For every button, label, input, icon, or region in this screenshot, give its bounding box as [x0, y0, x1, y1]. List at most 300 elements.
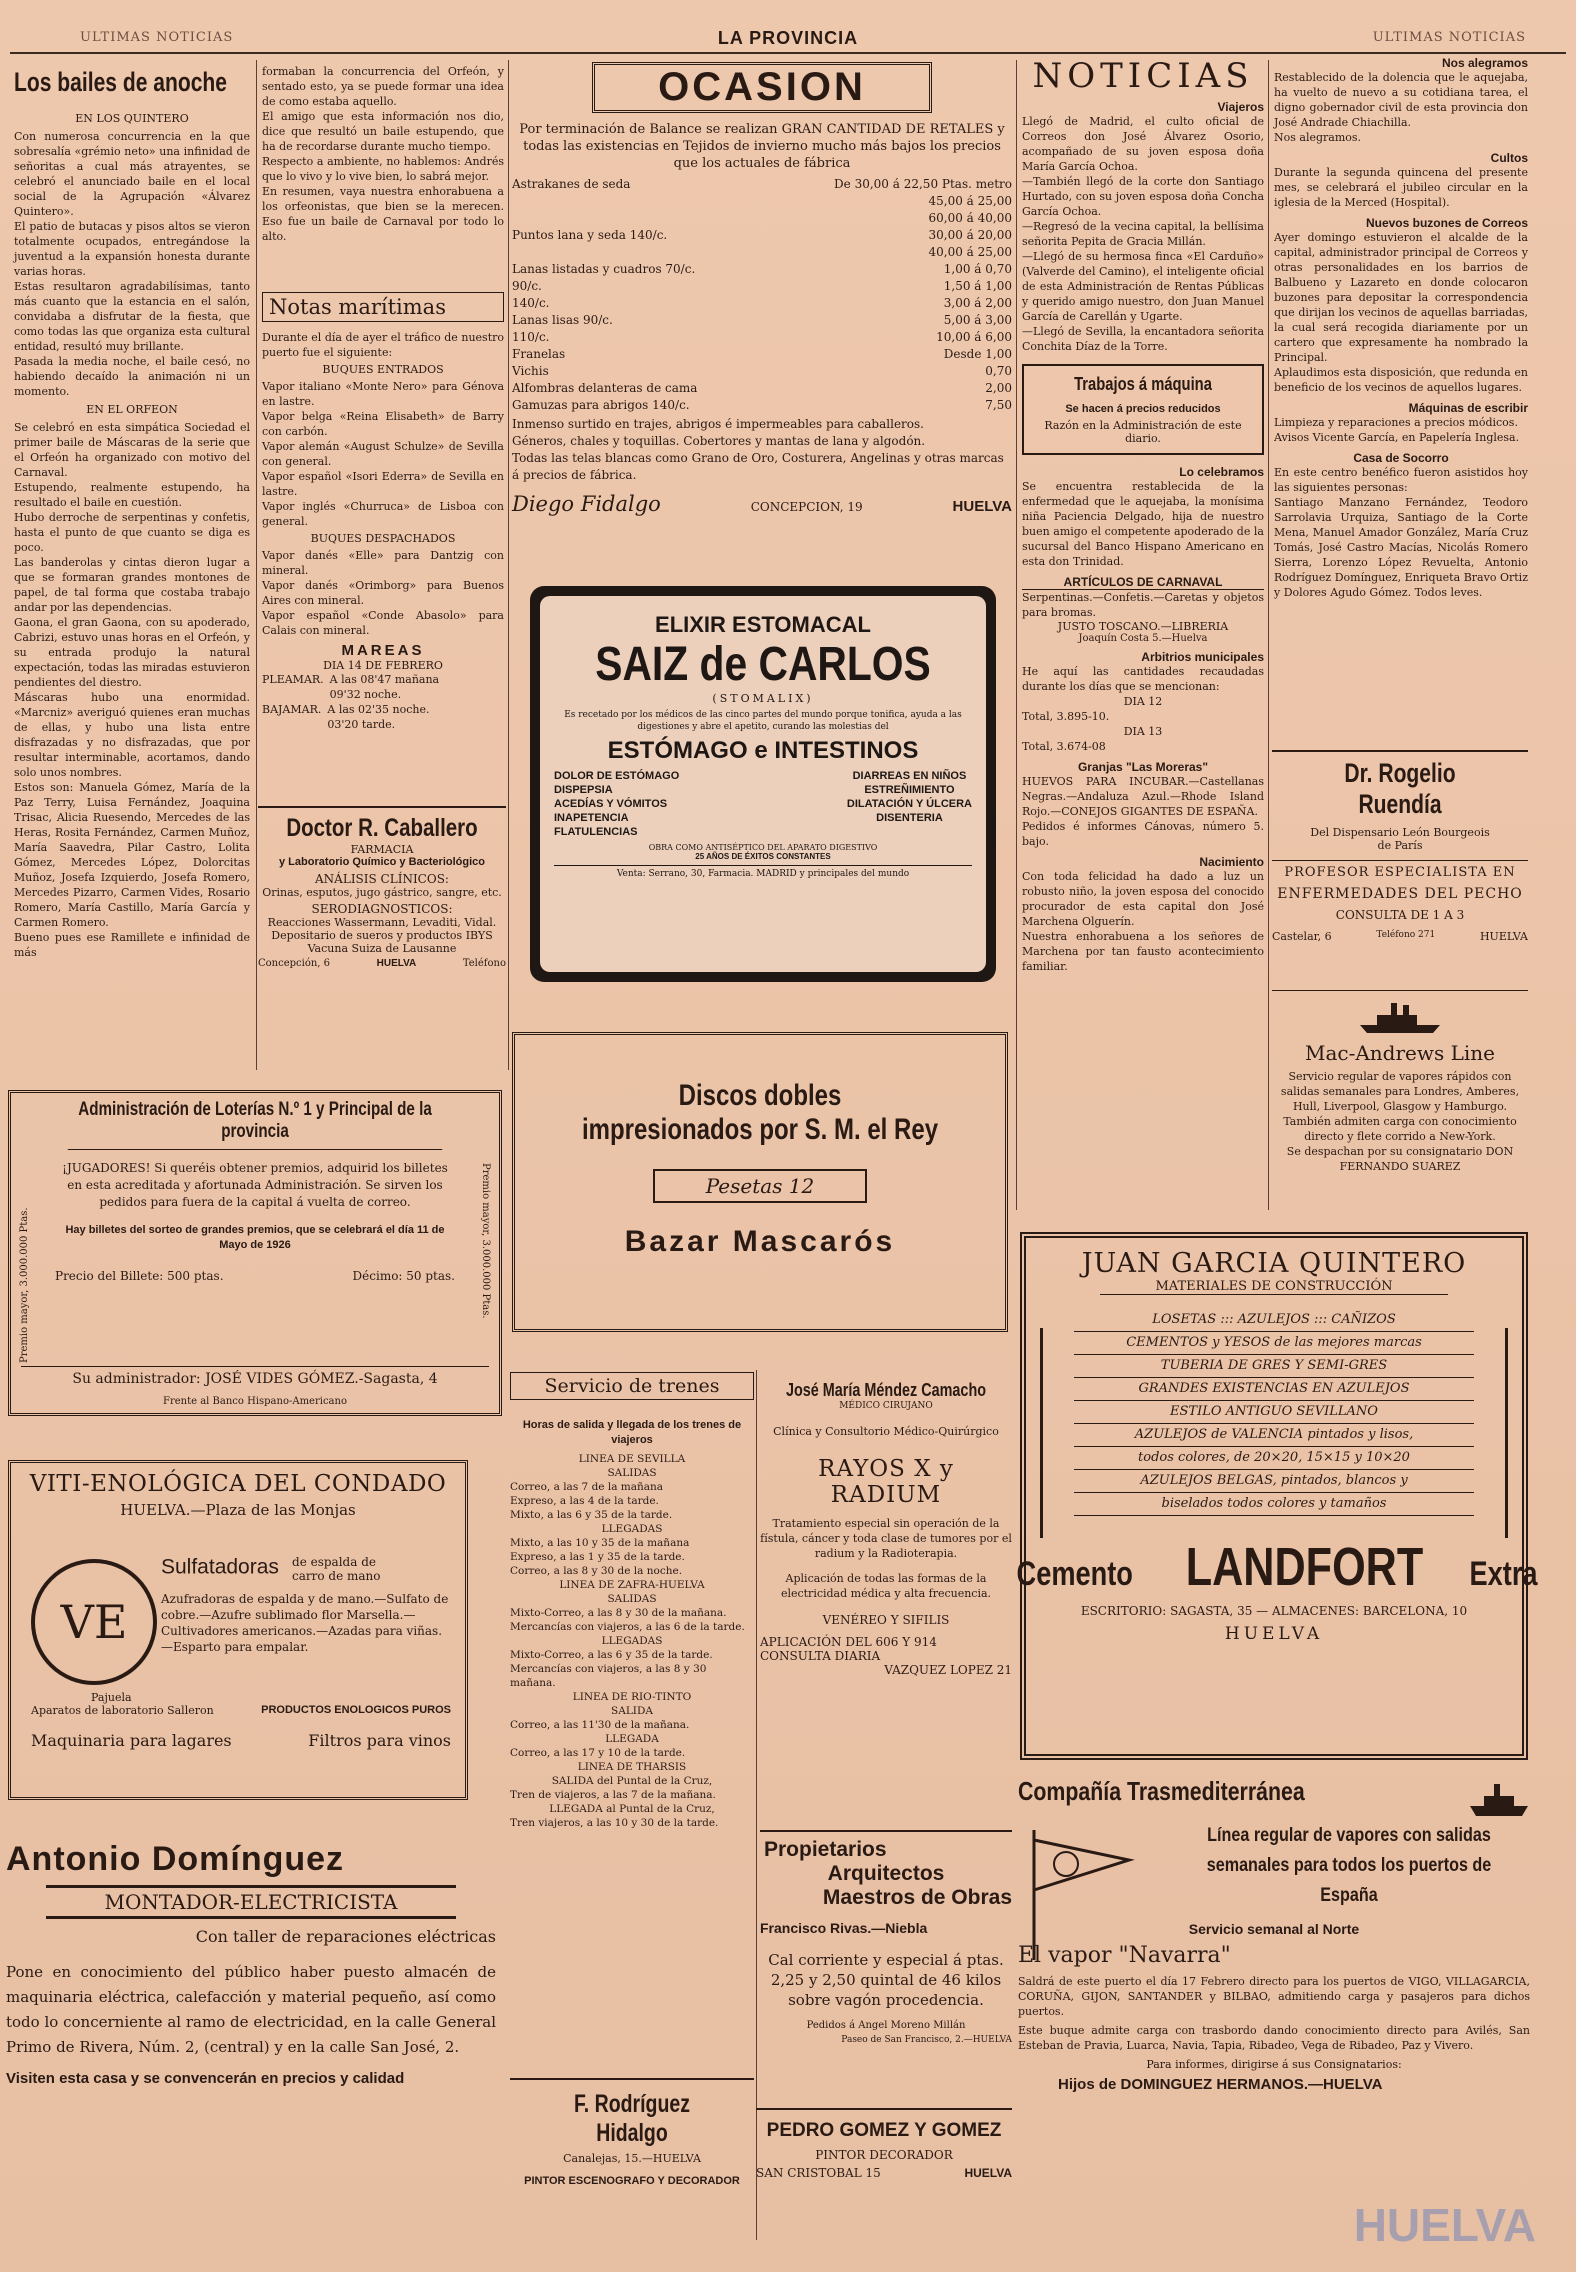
ad-side-text: Premio mayor, 3.000.000 Ptas.: [480, 1163, 491, 1319]
ad-title: OCASION: [592, 62, 932, 113]
ad-line: Depositario de sueros y productos IBYS: [271, 929, 493, 942]
ad-line: ENFERMEDADES DEL PECHO: [1277, 886, 1523, 902]
ve-logo-icon: VE: [31, 1559, 157, 1685]
ad-city: HUELVA: [1479, 930, 1528, 943]
ad-line: Joaquín Costa 5.—Huelva: [1078, 633, 1208, 644]
table-cell: 3,00 á 2,00: [943, 296, 1012, 310]
ad-line: Visiten esta casa y se convencerán en precios y calidad: [6, 2070, 405, 2087]
ad-title: Maestros de Obras: [822, 1886, 1012, 1909]
list-item: Vapor alemán «August Schulze» de Sevilla con general.: [262, 440, 504, 468]
article-title: Servicio de trenes: [510, 1372, 754, 1400]
article-subhead: Viajeros: [1217, 100, 1264, 114]
ad-line: Se hacen á precios reducidos: [1065, 403, 1221, 415]
paragraph: Estupendo, realmente estupendo, ha resultado el baile en cuestión.: [14, 481, 250, 509]
ad-title: Compañía Trasmediterránea: [1018, 1776, 1305, 1806]
ad-body: ¡JUGADORES! Si queréis obtener premios, adquirid los billetes en esta acreditada y afortunada Administración. Se sirven los pedidos para fuera de la capital á vuelta de correo.: [62, 1161, 448, 1209]
ad-title: F. Rodríguez Hidalgo: [574, 2090, 690, 2147]
ad-title: José María Méndez Camacho: [785, 1380, 987, 1400]
paragraph: El patio de butacas y pisos altos se vieron totalmente ocupados, entregándose la juventud a la expansión honesta durante varias horas.: [14, 220, 250, 278]
ad-address: HUELVA.—Plaza de las Monjas: [120, 1501, 356, 1519]
table-cell: Puntos lana y seda 140/c.: [512, 228, 668, 242]
table-cell: 60,00 á 40,00: [928, 211, 1012, 225]
list-item: LINEA DE RIO-TINTO: [572, 1691, 692, 1703]
paragraph: Máscaras hubo una enormidad. «Marcniz» averiguó quienes eran muchas de ellas, y hubo una lista entre disfrazadas y no disfrazadas, que por resultar interminable, acortamos, dando solo unos nombres.: [14, 691, 250, 779]
masthead-right: ULTIMAS NOTICIAS: [1372, 30, 1526, 45]
table-cell: Desde 1,00: [943, 347, 1012, 361]
ad-trabajos: [1022, 364, 1264, 455]
list-item: todos colores, de 20×20, 15×15 y 10×20: [1074, 1447, 1474, 1470]
ad-line: Reacciones Wassermann, Levaditi, Vidal.: [267, 916, 497, 929]
list-item: LOSETAS ::: AZULEJOS ::: CAÑIZOS: [1074, 1309, 1474, 1332]
pleamar-times: A las 08'47 mañana 09'32 noche.: [329, 673, 440, 701]
list-item: Mixto-Correo, a las 8 y 30 de la mañana.: [510, 1607, 727, 1619]
table-cell: 1,50 á 1,00: [943, 279, 1012, 293]
column-rule: [256, 60, 257, 1070]
list-item: SALIDA: [611, 1705, 653, 1717]
ad-quintero: [1016, 1232, 1538, 1760]
ad-line: ESTÓMAGO e INTESTINOS: [607, 737, 919, 764]
list-item: Vapor español «Conde Abasolo» para Calais con mineral.: [262, 609, 504, 637]
ad-admin: Su administrador: JOSÉ VIDES GÓMEZ.-Sagasta, 4: [21, 1366, 489, 1387]
ad-body: HUEVOS PARA INCUBAR.—Castellanas Negras.—Andaluza Azul.—Rhode Island Rojo.—CONEJOS GIGANTES DE ESPAÑA.: [1022, 775, 1264, 818]
article-title: Notas marítimas: [262, 292, 504, 322]
column-rule: [1016, 60, 1017, 1210]
mareas-heading: MAREAS: [341, 642, 425, 659]
article-title: NOTICIAS: [1032, 56, 1254, 96]
ad-intro: Por terminación de Balance se realizan GRAN CANTIDAD DE RETALES y todas las existencias en Tejidos de invierno mucho más bajos los precios que los actuales de fábrica: [519, 122, 1005, 171]
ad-subtitle: Servicio semanal al Norte: [1188, 1921, 1360, 1937]
ornament-left: [1040, 1328, 1053, 1538]
banner-word: LANDFORT: [1185, 1537, 1423, 1597]
ad-line: Aparatos de laboratorio Salleron: [31, 1704, 214, 1717]
ad-side-text: Premio mayor, 3.000.000 Ptas.: [19, 1207, 30, 1363]
ad-title: Administración de Loterías N.º 1 y Principal de la provincia: [68, 1099, 442, 1150]
ad-line: Razón en la Administración de este diario.: [1044, 419, 1242, 445]
ad-line: Venta: Serrano, 30, Farmacia. MADRID y principales del mundo: [554, 865, 972, 879]
ad-hidalgo: [510, 2078, 754, 2198]
table-cell: 110/c.: [512, 330, 550, 344]
article-column-4: [1274, 56, 1528, 756]
article-notas-maritimas: [262, 292, 504, 812]
table-row: [512, 312, 1012, 329]
table-cell: Vichis: [512, 364, 549, 378]
paragraph: Estas resultaron agradabilísimas, tanto más cuanto que la estancia en el salón, convidaba a disfrutar de la fiesta, que como todas las que organiza esta cultural entidad, resultó muy brillante.: [14, 280, 250, 353]
ad-ruendia: [1272, 750, 1528, 980]
banner-word: Cemento: [1016, 1555, 1134, 1593]
product-name: Sulfatadoras: [161, 1555, 279, 1579]
paragraph: Nuestra enhorabuena a los señores de Marchena por tan fausto acontecimiento familiar.: [1022, 930, 1264, 973]
bajamar-label: BAJAMAR.: [262, 703, 322, 716]
list-item: Correo, a las 7 de la mañana: [510, 1481, 664, 1493]
paragraph: —También llegó de la corte don Santiago Hurtado, con su joven esposa doña Concha García Ochoa.: [1022, 175, 1264, 218]
ad-admin-note: Frente al Banco Hispano-Americano: [163, 1396, 347, 1407]
paragraph: He aquí las cantidades recaudadas durante los días que se mencionan:: [1022, 665, 1264, 693]
paragraph: El amigo que esta información nos dio, dice que resultó un baile estupendo, que ha de recordarse durante mucho tiempo.: [262, 110, 504, 153]
price: Precio del Billete: 500 ptas.: [55, 1269, 224, 1283]
article-bailes-continued: [262, 64, 504, 284]
day-label: DIA 13: [1123, 725, 1163, 738]
list-item: Correo, a las 8 y 30 de la noche.: [510, 1565, 683, 1577]
ad-body: Inmenso surtido en trajes, abrigos é impermeables para caballeros.: [512, 417, 924, 431]
column-rule: [508, 60, 509, 1070]
ad-firm: Diego Fidalgo: [512, 492, 661, 516]
article-subhead: EN LOS QUINTERO: [75, 112, 189, 125]
article-subhead: Horas de salida y llegada de los trenes de viajeros: [522, 1419, 742, 1446]
article-subhead: Lo celebramos: [1179, 465, 1264, 479]
paragraph: Las banderolas y cintas dieron lugar a que se formaran grandes montones de papel, de tal forma que costaba trabajo andar por las dependencias.: [14, 556, 250, 614]
paragraph: Durante la segunda quincena del presente mes, se celebrará el jubileo circular en la iglesia de la Merced (Hospital).: [1274, 166, 1528, 209]
ad-body: Serpentinas.—Confetis.—Caretas y objetos para bromas.: [1022, 591, 1264, 619]
ad-title: Granjas "Las Moreras": [1077, 760, 1209, 774]
ad-caballero: [258, 806, 506, 1046]
paragraph: Con numerosa concurrencia en la que sobresalía «grémio neto» una infinidad de señoritas a cual más atrayentes, se celebró el anunciado baile en el local social de la Agrupación «Álvarez Quintero».: [14, 130, 250, 218]
bajamar-row: [262, 702, 504, 732]
ad-city: HUELVA: [952, 498, 1012, 515]
ad-line: de París: [1377, 839, 1423, 852]
list-item: SALIDA del Puntal de la Cruz,: [551, 1775, 713, 1787]
table-cell: 90/c.: [512, 279, 542, 293]
ad-address: Concepción, 6: [258, 958, 331, 969]
paragraph: Gaona, el gran Gaona, con su apoderado, Cabrizi, estuvo unas horas en el Orfeón, y su entrada produjo la natural expectación, todas las miradas estuvieron pendientes del diestro.: [14, 616, 250, 689]
ad-body: Cal corriente y especial á ptas. 2,25 y 2,50 quintal de 46 kilos sobre vagón procedencia.: [768, 1951, 1004, 2009]
ad-dominguez: [6, 1840, 496, 2180]
list-item: TUBERIA DE GRES Y SEMI-GRES: [1074, 1355, 1474, 1378]
article-subhead: Nos alegramos: [1441, 56, 1528, 70]
day-total: Total, 3.895-10.: [1022, 710, 1110, 723]
table-row: [512, 380, 1012, 397]
list-item: Tren viajeros, a las 10 y 30 de la tarde.: [510, 1817, 719, 1829]
ad-firm: Francisco Rivas.—Niebla: [760, 1920, 928, 1936]
table-cell: Lanas lisas 90/c.: [512, 313, 613, 327]
ad-city: HUELVA: [1224, 1624, 1324, 1644]
article-subhead: BUQUES ENTRADOS: [322, 363, 444, 376]
ad-body: Azufradoras de espalda y de mano.—Sulfato de cobre.—Azufre sublimado flor Marsella.—Cultivadores americanos.—Azadas para viñas.—Esparto para empalar.: [161, 1592, 449, 1654]
list-item: biselados todos colores y tamaños: [1074, 1493, 1474, 1516]
ad-firm: Bazar Mascarós: [624, 1225, 896, 1258]
train-list: [510, 1452, 754, 1830]
table-row: [512, 346, 1012, 363]
masthead-left: ULTIMAS NOTICIAS: [80, 30, 234, 45]
ad-line: ELIXIR ESTOMACAL: [655, 612, 871, 637]
ad-title: VITI-ENOLÓGICA DEL CONDADO: [29, 1471, 447, 1497]
paragraph: Se celebró en esta simpática Sociedad el primer baile de Máscaras de la serie que el Orfeón ha organizado con motivo del Carnaval.: [14, 421, 250, 479]
list-item: LLEGADAS: [601, 1523, 663, 1535]
ad-body: Hay billetes del sorteo de grandes premios, que se celebrará el día 11 de Mayo de 1926: [65, 1224, 445, 1251]
masthead: [10, 28, 1566, 54]
table-row: [512, 261, 1012, 278]
list-item: Vapor danés «Elle» para Dantzig con mineral.: [262, 549, 504, 577]
ad-title: Dr. Rogelio Ruendía: [1344, 758, 1456, 819]
table-cell: Astrakanes de seda: [512, 177, 631, 191]
mareas-day: DIA 14 DE FEBRERO: [323, 659, 443, 672]
list-item: Correo, a las 17 y 10 de la tarde.: [510, 1747, 686, 1759]
ornament-right: [1495, 1328, 1508, 1538]
ad-line: Pedidos á Angel Moreno Millán: [806, 2020, 966, 2031]
ad-firm: Hijos de DOMINGUEZ HERMANOS.—HUELVA: [1058, 2076, 1383, 2093]
ad-line: APLICACIÓN DEL 606 Y 914: [760, 1635, 937, 1649]
ad-body: Pone en conocimiento del público haber puesto almacén de maquinaria eléctrica, calefacción y material pequeño, así como todo lo concerniente al ramo de electricidad, en la calle General Primo de Rivera, Núm. 2, (central) y en la calle San José, 2.: [6, 1963, 496, 2056]
ad-body: Géneros, chales y toquillas. Cobertores y mantas de lana y algodón.: [512, 434, 926, 448]
ad-address: Paseo de San Francisco, 2.—HUELVA: [841, 2035, 1012, 2045]
paragraph: Limpieza y reparaciones a precios módicos.: [1274, 416, 1518, 429]
list-item: GRANDES EXISTENCIAS EN AZULEJOS: [1074, 1378, 1474, 1401]
ad-address: ESCRITORIO: SAGASTA, 35 — ALMACENES: BARCELONA, 10: [1080, 1604, 1468, 1618]
list-item: Expreso, a las 4 de la tarde.: [510, 1495, 659, 1507]
ad-line: PROFESOR ESPECIALISTA EN: [1272, 860, 1528, 880]
ad-line: CONSULTA DIARIA: [760, 1649, 881, 1663]
ad-title: JUAN GARCIA QUINTERO: [1081, 1248, 1467, 1279]
ad-subtitle: impresionados por S. M. el Rey: [581, 1113, 939, 1146]
list-item: Mercancías con viajeros, a las 8 y 30 mañana.: [510, 1663, 707, 1689]
flag-icon: [1024, 1830, 1134, 1960]
ad-line: CONSULTA DE 1 A 3: [1335, 908, 1465, 922]
table-cell: 2,00: [985, 381, 1012, 395]
ad-address: Canalejas, 15.—HUELVA: [563, 2152, 701, 2165]
ad-subtitle: MATERIALES DE CONSTRUCCIÓN: [1100, 1279, 1448, 1295]
paragraph: Restablecido de la dolencia que le aquejaba, ha vuelto de nuevo a su cotidiana tarea, el digno gobernador civil de esta provincia don José Andrade Chiachilla.: [1274, 71, 1528, 129]
table-cell: De 30,00 á 22,50 Ptas. metro: [834, 177, 1012, 191]
ad-line: Vacuna Suiza de Lausanne: [307, 942, 457, 955]
ad-line: Para informes, dirigirse á sus Consignatarios:: [1146, 2058, 1402, 2071]
ad-line: Clínica y Consultorio Médico-Quirúrgico: [773, 1425, 999, 1438]
list-item: LLEGADA al Puntal de la Cruz,: [549, 1803, 715, 1815]
paragraph: Estos son: Manuela Gómez, María de la Paz Terry, Luisa Fernández, Joaquina Trisac, Alicia Ruesendo, Mercedes de las Heras, Rosita Fernández, Carmen Muñoz, María Saavedra, Pilar Castro, Lolita Gómez, Mercedes López, Dolorcitas Muñoz, Josefa Izquierdo, Josefa Romero, Mercedes Pizarro, Carmen Vides, Rosario Romero, María Castillo, María García y Carmen Romero.: [14, 781, 250, 929]
list-item: Mixto-Correo, a las 6 y 35 de la tarde.: [510, 1649, 713, 1661]
ad-title: PEDRO GOMEZ Y GOMEZ: [766, 2120, 1002, 2141]
ad-city: HUELVA: [964, 2166, 1012, 2180]
table-cell: 45,00 á 25,00: [928, 194, 1012, 208]
ailments-col: DIARREAS EN NIÑOS ESTREÑIMIENTO DILATACIÓN Y ÚLCERA DISENTERIA: [846, 770, 972, 824]
ad-line: Es recetado por los médicos de las cinco partes del mundo porque tonifica, ayuda a las digestiones y abre el apetito, curando las molestias del: [564, 710, 962, 732]
table-row: [512, 329, 1012, 346]
landfort-banner: [1016, 1536, 1538, 1598]
table-row: [512, 278, 1012, 295]
ad-footer: [512, 492, 1012, 516]
price-table: [512, 176, 1012, 414]
table-cell: 30,00 á 20,00: [928, 228, 1012, 242]
table-cell: 0,70: [985, 364, 1012, 378]
day-total: Total, 3.674-08: [1022, 740, 1106, 753]
ad-line: VENÉREO Y SIFILIS: [822, 1613, 950, 1627]
ad-body: Este buque admite carga con trasbordo dando conocimiento directo para Avilés, San Esteban de Pravia, Luarca, Navia, Tapia, Ribadeo, Vega de Ribadeo, Paz y Vivero.: [1018, 2024, 1530, 2052]
ad-line: JUSTO TOSCANO.—LIBRERIA: [1057, 620, 1229, 633]
ad-body: Pedidos é informes Cánovas, número 5. bajo.: [1022, 820, 1264, 848]
table-cell: 10,00 á 6,00: [936, 330, 1012, 344]
article-subhead: Nacimiento: [1199, 855, 1264, 869]
day-label: DIA 12: [1123, 695, 1163, 708]
ad-prices: [55, 1269, 455, 1283]
ad-phone: Teléfono: [462, 958, 506, 969]
ad-line: y Laboratorio Químico y Bacteriológico: [279, 856, 485, 868]
article-subhead: Casa de Socorro: [1353, 451, 1449, 465]
ailments-col: DOLOR DE ESTÓMAGO DISPEPSIA ACEDÍAS Y VÓMITOS INAPETENCIA FLATULENCIAS: [554, 770, 680, 838]
article-trenes: [510, 1372, 754, 2092]
product-list: [1074, 1309, 1474, 1516]
list-item: LLEGADAS: [601, 1635, 663, 1647]
ad-trasmediterranea: [1018, 1776, 1530, 2196]
ad-line: ANÁLISIS CLÍNICOS:: [315, 872, 449, 886]
paragraph: Respecto a ambiente, no hablemos: Andrés que lo vivo y lo vive bien, lo sabrá mejor.: [262, 155, 504, 183]
ad-line: SERODIAGNOSTICOS:: [311, 902, 453, 916]
price: Décimo: 50 ptas.: [352, 1269, 455, 1283]
list-item: CEMENTOS y YESOS de las mejores marcas: [1074, 1332, 1474, 1355]
ad-line: (STOMALIX): [712, 692, 814, 705]
ad-ocasion: [512, 60, 1012, 560]
table-cell: 7,50: [985, 398, 1012, 412]
ad-city: HUELVA: [376, 958, 417, 969]
article-noticias: [1022, 56, 1264, 1246]
article-bailes: [14, 66, 250, 1066]
list-item: Mercancías con viajeros, a las 6 de la tarde.: [510, 1621, 745, 1633]
paragraph: Ayer domingo estuvieron el alcalde de la capital, administrador principal de Correos y otras personalidades en los barrios de Balbueno y Lazareto en donde colocaron buzones para depositar la correspondencia que dirijan los vecinos de aquellas barriadas, la cual será recogida diariamente por un cartero que expresamente ha nombrado la Principal.: [1274, 231, 1528, 364]
article-subhead: Nuevos buzones de Correos: [1365, 216, 1528, 230]
table-row: [512, 193, 1012, 210]
list-item: AZULEJOS BELGAS, pintados, blancos y: [1074, 1470, 1474, 1493]
ad-address: SAN CRISTOBAL 15: [756, 2166, 881, 2180]
list-item: LINEA DE ZAFRA-HUELVA: [559, 1579, 705, 1591]
ad-line: PINTOR ESCENOGRAFO Y DECORADOR: [524, 2175, 740, 2187]
ad-body: Todas las telas blancas como Grano de Oro, Costurera, Angelinas y otras marcas á precios de fábrica.: [512, 451, 1004, 482]
paragraph: —Regresó de la vecina capital, la bellísima señorita Pepita de Gracia Millán.: [1022, 220, 1264, 248]
paragraph: En resumen, vaya nuestra enhorabuena a los orfeonistas, que bien se la merecen. Eso fue un baile de Carnaval por todo lo alto.: [262, 185, 504, 243]
table-cell: 140/c.: [512, 296, 550, 310]
ad-address: CONCEPCION, 19: [750, 500, 863, 514]
ad-phone: Teléfono 271: [1376, 930, 1436, 940]
list-item: Vapor español «Isori Ederra» de Sevilla en lastre.: [262, 470, 504, 498]
article-subhead: Cultos: [1490, 151, 1528, 165]
table-cell: 1,00 á 0,70: [943, 262, 1012, 276]
ad-title: Doctor R. Caballero: [286, 814, 478, 842]
ad-body: Tratamiento especial sin operación de la fístula, cáncer y toda clase de tumores por el radium y la Radioterapia.: [760, 1517, 1012, 1560]
paragraph: Bueno pues ese Ramillete e infinidad de más: [14, 931, 250, 959]
ad-title: Discos dobles: [678, 1079, 842, 1112]
table-cell: Franelas: [512, 347, 566, 361]
ad-line: VAZQUEZ LOPEZ 21: [884, 1663, 1012, 1677]
ad-product: [161, 1555, 451, 1655]
ailments: [554, 769, 972, 839]
table-row: [512, 210, 1012, 227]
ad-mac-andrews: [1272, 990, 1528, 1200]
paragraph: Llegó de Madrid, el culto oficial de Correos don José Álvarez Osorio, acompañado de su joven esposa doña María García Ochoa.: [1022, 115, 1264, 173]
ad-line: Maquinaria para lagares: [31, 1731, 232, 1750]
list-item: Mixto, a las 10 y 35 de la mañana: [510, 1537, 690, 1549]
ad-viti-enologica: [8, 1460, 468, 1800]
ad-line: MÉDICO CIRUJANO: [839, 1401, 933, 1411]
article-title: Los bailes de anoche: [14, 67, 228, 97]
ad-line: OBRA COMO ANTISÉPTICO DEL APARATO DIGESTIVO: [648, 843, 878, 852]
list-item: AZULEJOS de VALENCIA pintados y lisos,: [1074, 1424, 1474, 1447]
banner-word: Extra: [1469, 1555, 1538, 1593]
ad-line: PRODUCTOS ENOLOGICOS PUROS: [261, 1704, 451, 1716]
table-cell: 40,00 á 25,00: [928, 245, 1012, 259]
table-row: [512, 227, 1012, 244]
table-cell: Gamuzas para abrigos 140/c.: [512, 398, 690, 412]
paragraph: Avisos Vicente García, en Papelería Inglesa.: [1274, 431, 1520, 444]
ad-title: ARTÍCULOS DE CARNAVAL: [1022, 575, 1264, 590]
ad-line: Orinas, esputos, jugo gástrico, sangre, etc.: [262, 886, 502, 899]
paragraph: Durante el día de ayer el tráfico de nuestro puerto fue el siguiente:: [262, 331, 504, 359]
list-item: Mixto, a las 6 y 35 de la tarde.: [510, 1509, 673, 1521]
ad-discos: [512, 1032, 1008, 1332]
paragraph: —Llegó de su hermosa finca «El Carduño» (Valverde del Camino), el inteligente oficial de esta Administración de Rentas Públicas y querido amigo nuestro, don Juan Manuel García de Carellán y Ugarte.: [1022, 250, 1264, 323]
ad-line: PINTOR DECORADOR: [815, 2148, 953, 2162]
ad-footer: [258, 958, 506, 969]
ad-footer: [31, 1691, 451, 1750]
list-item: SALIDAS: [607, 1467, 657, 1479]
ad-body: Servicio regular de vapores rápidos con salidas semanales para Londres, Amberes, Hull, Liverpool, Glasgow y Hamburgo. También admiten carga con conocimiento directo y flete corrido a New-York.: [1280, 1070, 1520, 1143]
article-subhead: BUQUES DESPACHADOS: [310, 532, 456, 545]
paragraph: Aplaudimos esta disposición, que redunda en beneficio de los vecinos de aquellos lugares.: [1274, 366, 1528, 394]
ad-pedro-gomez: [756, 2108, 1012, 2208]
table-cell: Lanas listadas y cuadros 70/c.: [512, 262, 696, 276]
table-row: [512, 176, 1012, 193]
list-item: Vapor inglés «Churruca» de Lisboa con general.: [262, 500, 504, 528]
ad-line: FARMACIA: [350, 843, 414, 856]
ad-body: Línea regular de vapores con salidas semanales para todos los puertos de España: [1206, 1825, 1492, 1906]
list-item: Expreso, a las 1 y 35 de la tarde.: [510, 1551, 685, 1563]
list-item: ESTILO ANTIGUO SEVILLANO: [1074, 1401, 1474, 1424]
ad-line: Con taller de reparaciones eléctricas: [195, 1927, 496, 1946]
ad-title: SAIZ de CARLOS: [595, 638, 931, 691]
table-cell: Alfombras delanteras de cama: [512, 381, 698, 395]
ad-body: Aplicación de todas las formas de la electricidad médica y alta frecuencia.: [780, 1572, 992, 1600]
list-item: Tren de viajeros, a las 7 de la mañana.: [510, 1789, 716, 1801]
ad-line: El vapor "Navarra": [1018, 1943, 1231, 1968]
ad-line: Pajuela: [91, 1691, 132, 1704]
article-subhead: Arbitrios municipales: [1141, 650, 1264, 664]
paragraph: En este centro benéfico fueron asistidos hoy las siguientes personas:: [1274, 466, 1528, 494]
article-subhead: Máquinas de escribir: [1408, 401, 1528, 415]
price-box: Pesetas 12: [653, 1169, 867, 1203]
ad-camacho: [760, 1380, 1012, 1820]
paragraph: Nos alegramos.: [1274, 131, 1362, 144]
ad-footer: [1272, 930, 1528, 943]
table-row: [512, 363, 1012, 380]
product-variants: de espalda de carro de mano: [292, 1555, 381, 1583]
ad-elixir: [530, 586, 996, 982]
ad-footer: [756, 2166, 1012, 2180]
ad-body: Saldrá de este puerto el día 17 Febrero directo para los puertos de VIGO, VILLAGARCIA, CORUÑA, GIJON, SANTANDER y BILBAO, admitiendo carga y pasajeros para dichos puertos.: [1018, 1975, 1530, 2018]
ad-title: Trabajos á máquina: [1074, 374, 1212, 394]
paragraph: Pasada la media noche, el baile cesó, no habiendo decaído la animación ni un momento.: [14, 355, 250, 398]
masthead-title: LA PROVINCIA: [717, 28, 859, 48]
paragraph: Santiago Manzano Fernández, Teodoro Sarrolavia Urquiza, Santiago de la Corte Mena, Manuel Amador González, María Cruz Tomás, José Castro Macías, Nicolás Romero Sierra, Lorenzo López Revuelta, Antonio Rodríguez Domínguez, Enriqueta Bravo Ortiz y Dolores Agudo Gómez. Todos leves.: [1274, 496, 1528, 599]
list-item: Vapor italiano «Monte Nero» para Génova en lastre.: [262, 380, 504, 408]
column-rule: [1268, 60, 1269, 1210]
list-item: Vapor danés «Orimborg» para Buenos Aires con mineral.: [262, 579, 504, 607]
ad-line: Filtros para vinos: [308, 1731, 451, 1750]
list-item: Vapor belga «Reina Elisabeth» de Barry con carbón.: [262, 410, 504, 438]
ad-line-row: [31, 1731, 451, 1750]
ad-body: Se despachan por su consignatario DON FERNANDO SUAREZ: [1286, 1145, 1514, 1173]
paragraph: —Llegó de Sevilla, la encantadora señorita Conchita Díaz de la Torre.: [1022, 325, 1264, 353]
ad-loterias: [8, 1090, 502, 1416]
ad-line: RAYOS X y RADIUM: [818, 1456, 954, 1508]
ad-title: Propietarios: [764, 1838, 887, 1861]
table-cell: 5,00 á 3,00: [943, 313, 1012, 327]
ad-propietarios: [760, 1830, 1012, 2080]
ad-title: Antonio Domínguez: [6, 1840, 345, 1878]
paragraph: Con toda felicidad ha dado a luz un robusto niño, la joven esposa del conocido procurador de esta capital don José Marchena Olguerín.: [1022, 870, 1264, 928]
ad-line-row: [31, 1704, 451, 1717]
paragraph: Se encuentra restablecida de la enfermedad que le aquejaba, la monísima niña Paciencia Delgado, hija de nuestro buen amigo el competente apoderado de la sucursal del Banco Hispano Americano en esta don Trinidad.: [1022, 480, 1264, 568]
ad-line: 25 AÑOS DE ÉXITOS CONSTANTES: [695, 852, 831, 861]
ad-address: Castelar, 6: [1272, 930, 1332, 943]
archive-watermark: HUELVA: [1353, 2199, 1536, 2251]
list-item: LINEA DE THARSIS: [577, 1761, 687, 1773]
paragraph: Hubo derroche de serpentinas y confetis, hasta el punto de que cuanto se diga es poco.: [14, 511, 250, 554]
list-item: LINEA DE SEVILLA: [578, 1453, 686, 1465]
